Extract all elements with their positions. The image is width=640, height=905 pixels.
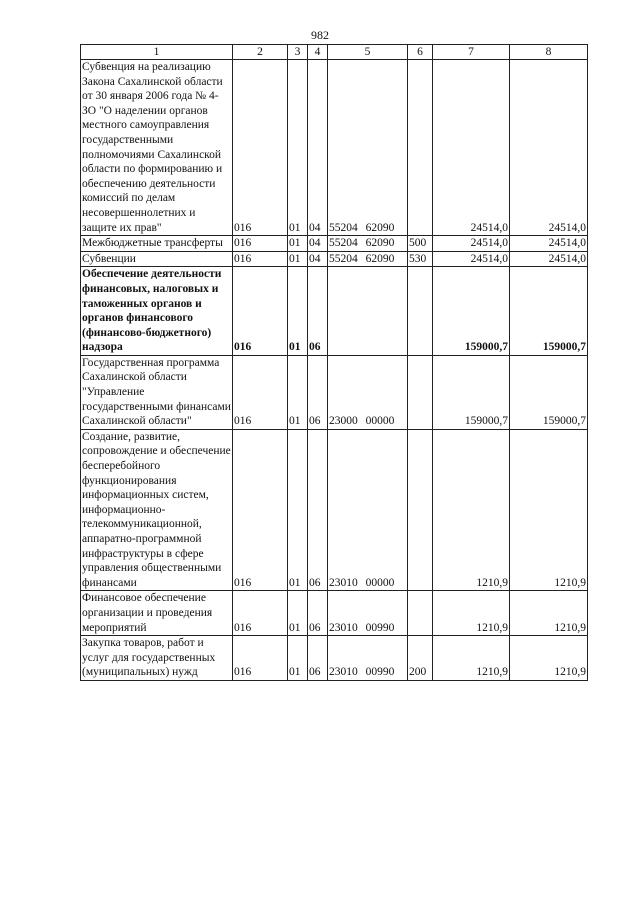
row-name: Государственная программа Сахалинской области "Управление государственными финансами Сахалинской области" [81,355,233,429]
row-subsection: 04 [308,236,328,252]
row-subsection: 06 [308,636,328,681]
row-name: Создание, развитие, сопровождение и обеспечение бесперебойного функционирования информационных систем, информационно-телекоммуникационной, аппаратно-программной инфраструктуры в сфере управления общественными финансами [81,429,233,591]
table-row [81,429,588,591]
row-section: 01 [288,60,308,236]
row-value-7: 24514,0 [433,236,510,252]
row-target: 23010 00990 [328,636,408,681]
row-type [408,429,433,591]
row-section: 01 [288,355,308,429]
row-ministry: 016 [233,591,288,636]
row-name: Финансовое обеспечение организации и проведения мероприятий [81,591,233,636]
row-section: 01 [288,429,308,591]
header-col-4: 4 [308,45,328,60]
row-target: 23000 00000 [328,355,408,429]
row-type: 500 [408,236,433,252]
row-target: 55204 62090 [328,251,408,267]
row-value-7: 159000,7 [433,355,510,429]
table-row [81,591,588,636]
row-target: 55204 62090 [328,236,408,252]
row-value-8: 1210,9 [510,429,588,591]
row-section: 01 [288,591,308,636]
row-value-7: 1210,9 [433,429,510,591]
row-value-8: 159000,7 [510,267,588,356]
row-value-8: 159000,7 [510,355,588,429]
table-row [81,60,588,236]
row-value-7: 1210,9 [433,591,510,636]
row-name: Субвенции [81,251,233,267]
row-ministry: 016 [233,429,288,591]
row-name: Субвенция на реализацию Закона Сахалинской области от 30 января 2006 года № 4-ЗО "О наделении органов местного самоуправления государственными полномочиями Сахалинской области по формированию и обеспечению деятельности комиссий по делам несовершеннолетних и защите их прав" [81,60,233,236]
row-ministry: 016 [233,60,288,236]
row-value-8: 1210,9 [510,591,588,636]
header-col-7: 7 [433,45,510,60]
row-name: Закупка товаров, работ и услуг для государственных (муниципальных) нужд [81,636,233,681]
header-col-6: 6 [408,45,433,60]
header-col-1: 1 [81,45,233,60]
row-value-8: 1210,9 [510,636,588,681]
row-target [328,267,408,356]
budget-table [80,44,588,681]
row-ministry: 016 [233,636,288,681]
row-type: 200 [408,636,433,681]
table-row [81,251,588,267]
row-type [408,267,433,356]
row-ministry: 016 [233,251,288,267]
table-row [81,355,588,429]
row-value-7: 24514,0 [433,251,510,267]
header-col-8: 8 [510,45,588,60]
row-subsection: 06 [308,355,328,429]
header-col-5: 5 [328,45,408,60]
row-subsection: 04 [308,60,328,236]
row-subsection: 06 [308,267,328,356]
row-ministry: 016 [233,267,288,356]
row-section: 01 [288,236,308,252]
header-col-3: 3 [288,45,308,60]
row-type [408,60,433,236]
row-name: Межбюджетные трансферты [81,236,233,252]
row-target: 23010 00990 [328,591,408,636]
table-row [81,267,588,356]
row-ministry: 016 [233,355,288,429]
header-col-2: 2 [233,45,288,60]
row-name: Обеспечение деятельности финансовых, налоговых и таможенных органов и органов финансового (финансово-бюджетного) надзора [81,267,233,356]
row-target: 23010 00000 [328,429,408,591]
row-ministry: 016 [233,236,288,252]
row-value-8: 24514,0 [510,236,588,252]
row-type: 530 [408,251,433,267]
row-section: 01 [288,251,308,267]
row-subsection: 06 [308,591,328,636]
page-number: 982 [311,28,329,42]
table-row [81,236,588,252]
row-section: 01 [288,267,308,356]
row-value-8: 24514,0 [510,251,588,267]
row-value-7: 1210,9 [433,636,510,681]
row-value-8: 24514,0 [510,60,588,236]
table-row [81,636,588,681]
row-section: 01 [288,636,308,681]
row-type [408,355,433,429]
row-target: 55204 62090 [328,60,408,236]
row-value-7: 24514,0 [433,60,510,236]
row-value-7: 159000,7 [433,267,510,356]
row-subsection: 06 [308,429,328,591]
row-subsection: 04 [308,251,328,267]
header-row [81,45,588,60]
row-type [408,591,433,636]
